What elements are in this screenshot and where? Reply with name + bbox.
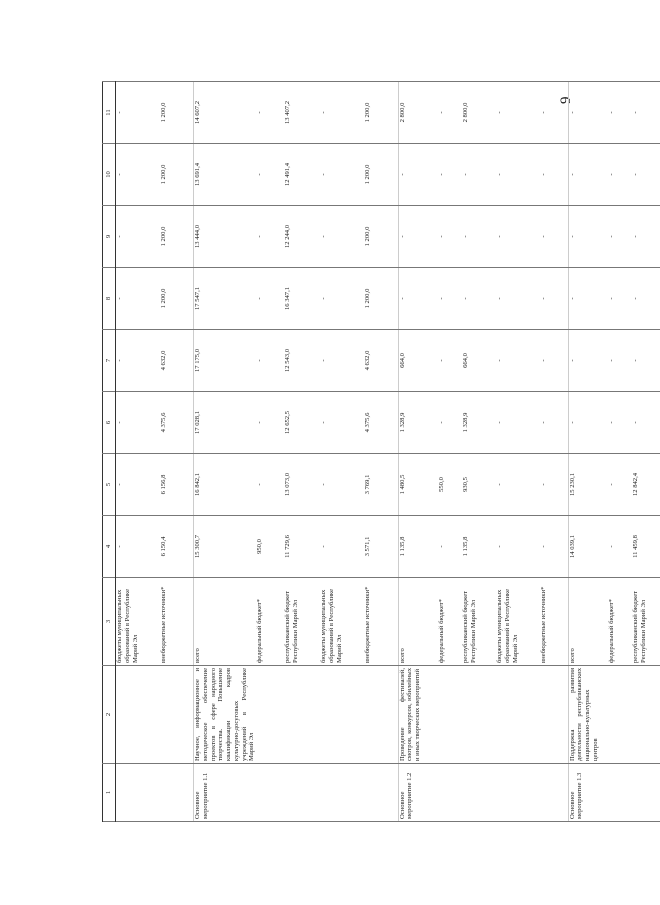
measure-name-cell <box>160 764 194 822</box>
measure-description-cell <box>608 666 632 764</box>
value-cell: 930,5 <box>462 454 496 516</box>
table-row <box>438 82 462 822</box>
value-cell: 950,0 <box>256 516 284 578</box>
funding-source-cell: федеральный бюджет* <box>608 578 632 666</box>
measure-description-cell <box>364 666 398 764</box>
value-cell: 1 200,0 <box>364 206 398 268</box>
value-cell: 14 039,1 <box>568 516 608 578</box>
value-cell: - <box>256 206 284 268</box>
budget-table <box>102 81 660 822</box>
value-cell: 664,0 <box>398 330 438 392</box>
value-cell: 16 842,1 <box>194 454 257 516</box>
value-cell: 664,0 <box>462 330 496 392</box>
table-row <box>194 82 257 822</box>
measure-description-cell: Поддержка развития деятельности республиканских национально-культурных центров <box>568 666 608 764</box>
value-cell: - <box>462 206 496 268</box>
value-cell: - <box>116 330 160 392</box>
measure-description-cell <box>256 666 284 764</box>
value-cell: 12 244,0 <box>284 206 320 268</box>
measure-name-cell <box>284 764 320 822</box>
funding-source-cell: республиканский бюджет Республики Марий Эл <box>284 578 320 666</box>
value-cell: - <box>320 206 364 268</box>
value-cell: 3 571,1 <box>364 516 398 578</box>
funding-source-cell: республиканский бюджет Республики Марий Эл <box>632 578 660 666</box>
funding-source-cell: бюджеты муниципальных образований в Республике Марий Эл <box>116 578 160 666</box>
value-cell: - <box>540 82 568 144</box>
measure-name-cell <box>496 764 540 822</box>
value-cell: 550,0 <box>438 454 462 516</box>
value-cell: - <box>568 268 608 330</box>
measure-name-cell <box>540 764 568 822</box>
value-cell: 12 491,4 <box>284 144 320 206</box>
measure-description-cell <box>320 666 364 764</box>
value-cell: 2 800,0 <box>462 82 496 144</box>
table-row <box>320 82 364 822</box>
value-cell: 1 200,0 <box>160 206 194 268</box>
value-cell: - <box>568 144 608 206</box>
value-cell: - <box>438 268 462 330</box>
value-cell: - <box>116 392 160 454</box>
value-cell: 12 842,4 <box>632 454 660 516</box>
header-cell: 2 <box>103 666 116 764</box>
measure-name-cell: Основное мероприятие 1.3 <box>568 764 608 822</box>
funding-source-cell: бюджеты муниципальных образований в Республике Марий Эл <box>320 578 364 666</box>
value-cell: 14 607,2 <box>194 82 257 144</box>
value-cell: 1 200,0 <box>364 144 398 206</box>
measure-name-cell <box>256 764 284 822</box>
value-cell: - <box>116 516 160 578</box>
value-cell: 16 347,1 <box>284 268 320 330</box>
measure-name-cell <box>608 764 632 822</box>
value-cell: - <box>398 206 438 268</box>
value-cell: - <box>438 144 462 206</box>
value-cell: - <box>608 144 632 206</box>
funding-source-cell: федеральный бюджет* <box>256 578 284 666</box>
value-cell: 1 200,0 <box>364 82 398 144</box>
value-cell: - <box>568 392 608 454</box>
value-cell: - <box>496 206 540 268</box>
value-cell: - <box>116 144 160 206</box>
value-cell: - <box>568 206 608 268</box>
value-cell: - <box>116 82 160 144</box>
measure-name-cell <box>116 764 160 822</box>
value-cell: 12 543,0 <box>284 330 320 392</box>
value-cell: 15 300,7 <box>194 516 257 578</box>
funding-source-cell: внебюджетные источники* <box>540 578 568 666</box>
value-cell: 1 200,0 <box>160 82 194 144</box>
value-cell: - <box>438 330 462 392</box>
value-cell: - <box>540 330 568 392</box>
funding-source-cell: всего <box>568 578 608 666</box>
value-cell: 1 200,0 <box>364 268 398 330</box>
header-row <box>103 82 116 822</box>
value-cell: 17 547,1 <box>194 268 257 330</box>
value-cell: - <box>632 206 660 268</box>
table-row <box>364 82 398 822</box>
rotated-table-container <box>102 82 647 822</box>
measure-description-cell: Проведение фестивалей, смотров, конкурсов, юбилейных и иных творческих мероприятий <box>398 666 438 764</box>
measure-name-cell <box>632 764 660 822</box>
table-row <box>632 82 660 822</box>
measure-name-cell <box>438 764 462 822</box>
table-row <box>496 82 540 822</box>
value-cell: 1 135,8 <box>462 516 496 578</box>
value-cell: - <box>608 516 632 578</box>
value-cell: - <box>438 392 462 454</box>
value-cell: - <box>116 206 160 268</box>
table-row <box>398 82 438 822</box>
value-cell: - <box>632 82 660 144</box>
value-cell: - <box>256 454 284 516</box>
table-row <box>160 82 194 822</box>
measure-description-cell <box>160 666 194 764</box>
measure-description-cell <box>632 666 660 764</box>
table-row <box>116 82 160 822</box>
value-cell: - <box>116 454 160 516</box>
value-cell: - <box>540 454 568 516</box>
value-cell: - <box>320 330 364 392</box>
value-cell: - <box>320 82 364 144</box>
header-cell: 6 <box>103 392 116 454</box>
header-cell: 5 <box>103 454 116 516</box>
funding-source-cell: всего <box>398 578 438 666</box>
value-cell: - <box>568 82 608 144</box>
value-cell: 12 652,5 <box>284 392 320 454</box>
funding-source-cell: всего <box>194 578 257 666</box>
value-cell: - <box>568 330 608 392</box>
value-cell: 13 407,2 <box>284 82 320 144</box>
funding-source-cell: внебюджетные источники* <box>160 578 194 666</box>
value-cell: - <box>438 82 462 144</box>
funding-source-cell: внебюджетные источники* <box>364 578 398 666</box>
table-row <box>462 82 496 822</box>
measure-description-cell <box>438 666 462 764</box>
value-cell: - <box>320 392 364 454</box>
measure-name-cell <box>462 764 496 822</box>
value-cell: - <box>256 268 284 330</box>
value-cell: - <box>398 144 438 206</box>
value-cell: - <box>496 144 540 206</box>
value-cell: - <box>496 392 540 454</box>
value-cell: 2 800,0 <box>398 82 438 144</box>
value-cell: 4 632,0 <box>364 330 398 392</box>
value-cell: 13 691,4 <box>194 144 257 206</box>
header-cell: 7 <box>103 330 116 392</box>
measure-name-cell: Основное мероприятие 1.1 <box>194 764 257 822</box>
value-cell: 6 150,4 <box>160 516 194 578</box>
header-cell: 8 <box>103 268 116 330</box>
measure-description-cell <box>462 666 496 764</box>
value-cell: 13 444,0 <box>194 206 257 268</box>
value-cell: 1 480,5 <box>398 454 438 516</box>
value-cell: 1 200,0 <box>160 268 194 330</box>
table-row <box>284 82 320 822</box>
value-cell: - <box>540 144 568 206</box>
value-cell: 13 073,0 <box>284 454 320 516</box>
value-cell: - <box>632 330 660 392</box>
value-cell: - <box>496 454 540 516</box>
value-cell: - <box>320 144 364 206</box>
value-cell: - <box>462 268 496 330</box>
table-row <box>540 82 568 822</box>
value-cell: - <box>540 516 568 578</box>
value-cell: - <box>496 330 540 392</box>
table-row <box>256 82 284 822</box>
value-cell: 4 632,0 <box>160 330 194 392</box>
value-cell: - <box>540 392 568 454</box>
value-cell: 1 328,9 <box>398 392 438 454</box>
table-row <box>608 82 632 822</box>
funding-source-cell: республиканский бюджет Республики Марий Эл <box>462 578 496 666</box>
value-cell: 1 200,0 <box>160 144 194 206</box>
value-cell: - <box>398 268 438 330</box>
value-cell: 4 375,6 <box>364 392 398 454</box>
funding-source-cell: бюджеты муниципальных образований в Республике Марий Эл <box>496 578 540 666</box>
value-cell: - <box>438 206 462 268</box>
value-cell: - <box>608 454 632 516</box>
header-cell: 4 <box>103 516 116 578</box>
measure-name-cell <box>320 764 364 822</box>
measure-description-cell <box>284 666 320 764</box>
value-cell: 6 156,8 <box>160 454 194 516</box>
value-cell: 4 375,6 <box>160 392 194 454</box>
measure-name-cell: Основное мероприятие 1.2 <box>398 764 438 822</box>
value-cell: - <box>256 330 284 392</box>
value-cell: - <box>496 82 540 144</box>
value-cell: - <box>116 268 160 330</box>
value-cell: 1 328,9 <box>462 392 496 454</box>
header-cell: 10 <box>103 144 116 206</box>
value-cell: - <box>462 144 496 206</box>
value-cell: - <box>608 330 632 392</box>
measure-name-cell <box>364 764 398 822</box>
value-cell: 17 028,1 <box>194 392 257 454</box>
header-cell: 11 <box>103 82 116 144</box>
value-cell: - <box>320 268 364 330</box>
value-cell: - <box>540 206 568 268</box>
value-cell: 15 230,1 <box>568 454 608 516</box>
value-cell: - <box>438 516 462 578</box>
value-cell: - <box>496 516 540 578</box>
value-cell: - <box>540 268 568 330</box>
measure-description-cell <box>496 666 540 764</box>
value-cell: - <box>608 206 632 268</box>
value-cell: - <box>608 82 632 144</box>
value-cell: - <box>320 516 364 578</box>
value-cell: - <box>320 454 364 516</box>
value-cell: 17 175,0 <box>194 330 257 392</box>
header-cell: 1 <box>103 764 116 822</box>
value-cell: - <box>256 392 284 454</box>
page-number: 9 <box>558 96 574 104</box>
table-body <box>116 82 660 822</box>
value-cell: - <box>632 392 660 454</box>
measure-description-cell: Научное, информационное и методическое обеспечение проектов в сфере народного творчества. Повышение квалификации кадров культурно-досуговых учреждений в Республике Марий Эл <box>194 666 257 764</box>
header-cell: 9 <box>103 206 116 268</box>
value-cell: - <box>256 144 284 206</box>
value-cell: 3 769,1 <box>364 454 398 516</box>
value-cell: - <box>632 144 660 206</box>
table-row <box>568 82 608 822</box>
value-cell: - <box>608 268 632 330</box>
value-cell: - <box>632 268 660 330</box>
measure-description-cell <box>116 666 160 764</box>
value-cell: 11 729,6 <box>284 516 320 578</box>
value-cell: 1 135,8 <box>398 516 438 578</box>
value-cell: - <box>608 392 632 454</box>
value-cell: 11 459,8 <box>632 516 660 578</box>
value-cell: - <box>256 82 284 144</box>
measure-description-cell <box>540 666 568 764</box>
header-cell: 3 <box>103 578 116 666</box>
funding-source-cell: федеральный бюджет* <box>438 578 462 666</box>
value-cell: - <box>496 268 540 330</box>
